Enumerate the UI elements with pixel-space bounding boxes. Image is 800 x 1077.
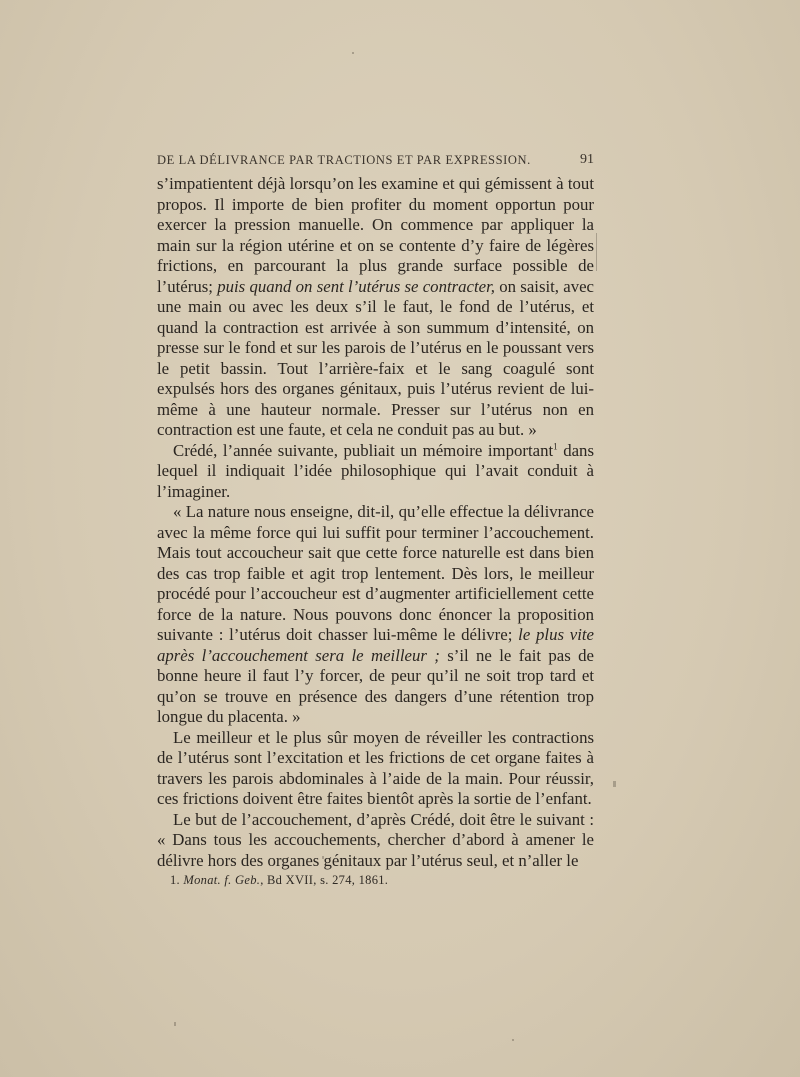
paper-speck bbox=[322, 856, 324, 859]
footnote bbox=[170, 873, 600, 888]
page-number: 91 bbox=[580, 152, 594, 167]
paragraph-1 bbox=[157, 174, 594, 441]
paper-speck bbox=[613, 781, 616, 787]
paragraph-2-text-a: Crédé, l’année suivante, publiait un mémoire important bbox=[173, 440, 554, 460]
paragraph-2 bbox=[157, 441, 594, 503]
paragraph-3-italic: le plus vite après l’accouchement sera le meilleur ; bbox=[157, 625, 594, 665]
footnote-source: Monat. f. Geb. bbox=[183, 873, 261, 887]
paragraph-4: Le meilleur et le plus sûr moyen de réveiller les contractions de l’utérus sont l’excitation et les frictions de cet organe faites à travers les parois abdominales à l’aide de la main. Pour réussir, ces frictions doivent être faites bientôt après la sortie de l’enfant. bbox=[157, 727, 594, 808]
paragraph-1-italic: puis quand on sent l’utérus se contracter, bbox=[217, 276, 495, 296]
paragraph-1-text-a: s’impatientent déjà lorsqu’on les examine et qui gémissent à tout propos. Il importe de bien profiter du moment opportun pour exercer la pression manuelle. On commence par appliquer la main sur la région utérine et on se contente d’y faire de légères frictions, en parcourant la plus grande surface possible de l’utérus; bbox=[157, 174, 594, 296]
running-head bbox=[157, 150, 594, 170]
footnote-number: 1. bbox=[170, 873, 180, 887]
paragraph-3-text-a: « La nature nous enseigne, dit-il, qu’elle effectue la délivrance avec la même force qui lui suffit pour terminer l’accouchement. Mais tout accoucheur sait que cette force naturelle est dans bien des cas trop faible et agit trop lentement. Dès lors, le meilleur procédé pour l’accoucheur est d’augmenter artificiellement cette force de la nature. Nous pouvons donc énoncer la proposition suivante : l’utérus doit chasser lui-même le délivre; bbox=[157, 502, 594, 644]
paper-speck bbox=[174, 1022, 176, 1026]
footnote-marker: 1 bbox=[553, 440, 558, 451]
paper-speck bbox=[352, 52, 354, 54]
paragraph-5: Le but de l’accouchement, d’après Crédé, doit être le suivant : « Dans tous les accouchements, chercher d’abord à amener le délivre hors des organes génitaux par l’utérus seul, et n’aller le bbox=[157, 809, 594, 870]
paragraph-2-text-b: dans lequel il indiquait l’idée philosophique qui l’avait conduit à l’imaginer. bbox=[157, 440, 594, 501]
paragraph-3 bbox=[157, 502, 594, 728]
footnote-details: , Bd XVII, s. 274, 1861. bbox=[260, 873, 389, 887]
running-title: DE LA DÉLIVRANCE PAR TRACTIONS ET PAR EXPRESSION. bbox=[157, 152, 531, 167]
body-text bbox=[157, 174, 594, 871]
paper-speck bbox=[596, 233, 597, 271]
paragraph-1-text-b: on saisit, avec une main ou avec les deux s’il le faut, le fond de l’utérus, et quand la contraction est arrivée à son summum d’intensité, on presse sur le fond et sur les parois de l’utérus en le poussant vers le petit bassin. Tout l’arrière-faix et le sang coagulé sont expulsés hors des organes génitaux, puis l’utérus revient de lui-même à une hauteur normale. Presser sur l’utérus non en contraction est une faute, et cela ne conduit pas au but. » bbox=[157, 276, 594, 439]
paragraph-3-text-b: s’il ne le fait pas de bonne heure il faut l’y forcer, de peur qu’il ne soit trop tard et qu’on se trouve en présence des dangers d’une rétention trop longue du placenta. » bbox=[157, 645, 594, 726]
paper-speck bbox=[512, 1039, 514, 1041]
